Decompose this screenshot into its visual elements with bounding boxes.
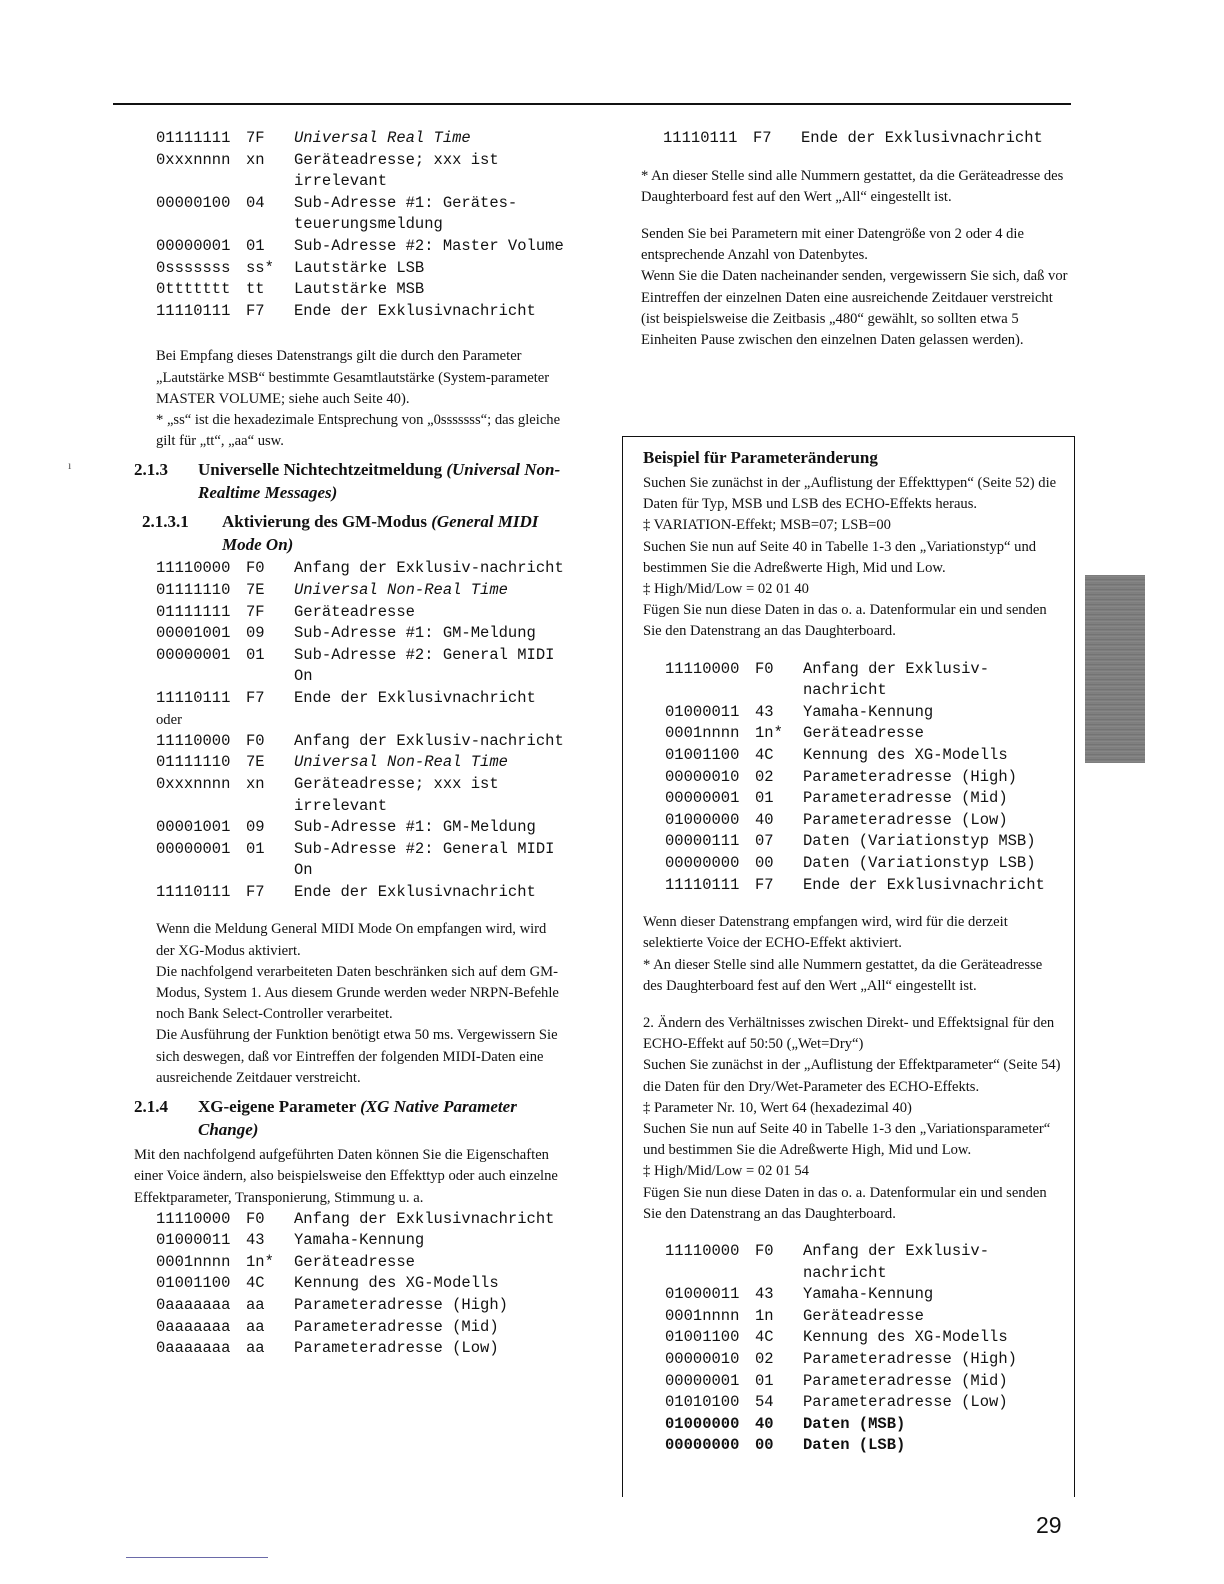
code-bits: 00000001 [665, 1371, 740, 1390]
code-hex: 4C [755, 746, 774, 764]
code-hex: 01 [755, 789, 774, 808]
code-desc: Daten (Variationstyp MSB) [803, 832, 1036, 851]
code-row [156, 774, 566, 817]
code-hex: aa [246, 1317, 265, 1336]
code-desc: Lautstärke MSB [294, 280, 425, 299]
code-bits: 0ttttttt [156, 280, 231, 299]
code-hex: 40 [755, 810, 774, 829]
code-bits: 0xxxnnnn [156, 774, 231, 793]
timing-paragraph: Wenn Sie die Daten nacheinander senden, vergewissern Sie sich, daß vor Eintreffen der einzelnen Daten eine ausreichende Zeitdauer verstreicht (ist beispielsweise die Zeitbasis „480“ gewählt, so sollten etwa 5 Einheiten Pause zwischen den einzelnen Daten gelassen werden). [641, 268, 1068, 349]
code-hex: F7 [246, 882, 265, 901]
code-bits: 00000000 [665, 853, 740, 872]
code-bits: 01000011 [156, 1231, 231, 1250]
code-desc: Yamaha-Kennung [803, 702, 934, 721]
code-desc: Geräteadresse [803, 724, 924, 743]
code-row [665, 1435, 1063, 1457]
right-column [641, 128, 1071, 351]
code-hex: 7E [246, 580, 265, 599]
top-rule [113, 103, 1071, 105]
code-desc: Ende der Exklusivnachricht [803, 875, 1045, 894]
code-row [665, 767, 1063, 789]
code-row [665, 810, 1063, 832]
code-hex: F0 [246, 731, 265, 750]
code-desc: Parameteradresse (Low) [294, 1339, 499, 1358]
code-row [156, 258, 566, 280]
code-row [156, 839, 566, 882]
code-desc: Universal Real Time [294, 129, 471, 147]
code-desc: Parameteradresse (Low) [803, 810, 1008, 829]
code-hex: 01 [246, 839, 265, 858]
code-row [665, 745, 1063, 767]
code-hex: 01 [755, 1371, 774, 1390]
code-desc: Parameteradresse (Mid) [803, 789, 1008, 808]
code-row [665, 788, 1063, 810]
heading-2-1-4: 2.1.4 XG-eigene Parameter (XG Native Parameter Change) [134, 1097, 517, 1140]
code-hex: aa [246, 1339, 265, 1358]
code-desc: Yamaha-Kennung [803, 1285, 934, 1304]
code-bits: 00000010 [665, 1349, 740, 1368]
code-desc: Yamaha-Kennung [294, 1231, 425, 1250]
gm-paragraph-1: Wenn die Meldung General MIDI Mode On empfangen wird, wird der XG-Modus aktiviert. [156, 921, 547, 959]
code-desc: Parameteradresse (Mid) [803, 1371, 1008, 1390]
scan-mark: ı [68, 458, 72, 472]
code-row [156, 193, 566, 236]
code-block-gm-on-1 [134, 558, 566, 709]
code-row [665, 702, 1063, 724]
code-hex: 54 [755, 1393, 774, 1412]
code-row [665, 831, 1063, 853]
code-hex: F7 [246, 301, 265, 320]
code-bits: 00000100 [156, 193, 231, 212]
code-row [156, 1317, 566, 1339]
code-bits: 00000000 [665, 1436, 740, 1455]
code-hex: 1n* [246, 1252, 274, 1271]
code-hex: 4C [246, 1274, 265, 1293]
code-desc: Universal Non-Real Time [294, 753, 508, 772]
code-row [156, 1295, 566, 1317]
code-bits: 01000011 [665, 702, 740, 721]
code-row [156, 1273, 566, 1295]
code-desc: Geräteadresse [294, 1252, 415, 1271]
code-hex: 40 [755, 1414, 774, 1433]
code-row [156, 645, 566, 688]
code-bits: 00001001 [156, 624, 231, 643]
code-bits: 01000000 [665, 810, 740, 829]
code-bits: 11110000 [665, 1242, 740, 1260]
code-bits: 11110111 [156, 688, 231, 707]
code-row [156, 1209, 566, 1231]
code-hex: 02 [755, 1349, 774, 1368]
code-hex: 1n* [755, 724, 783, 743]
example-text-2: Wenn dieser Datenstrang empfangen wird, wird für die derzeit selektierte Voice der ECHO-Effekt aktiviert. * An dieser Stelle sind alle Nummern gestattet, da die Geräteadresse des Daughterboard fest auf den Wert „All“ eingestellt ist. 2. Ändern des Verhältnisses zwischen Direkt- und Effektsignal für den ECHO-Effekt auf 50:50 („Wet=Dry“) Suchen Sie zunächst in der „Auflistung der Effektparameter“ (Seite 54) die Daten für den Dry/Wet-Parameter des ECHO-Effekts. ‡ Parameter Nr. 10, Wert 64 (hexadezimal 40) Suchen Sie nun auf Seite 40 in Tabelle 1-3 den „Variationsparameter“ und bestimmen Sie die Adreßwerte High, Mid und Low. ‡ High/Mid/Low = 02 01 54 Fügen Sie nun diese Daten in das o. a. Datenformular ein und senden Sie den Datenstrang an das Daughterboard. [643, 914, 1061, 1222]
code-desc: Kennung des XG-Modells [294, 1274, 499, 1293]
code-hex: tt [246, 280, 265, 299]
code-desc: Parameteradresse (High) [803, 767, 1017, 786]
all-address-note: * An dieser Stelle sind alle Nummern gestattet, da die Geräteadresse des Daughterboard fest auf den Wert „All“ eingestellt ist. [641, 167, 1064, 205]
code-hex: xn [246, 774, 265, 793]
oder-label: oder [156, 711, 182, 728]
code-bits: 0sssssss [156, 258, 231, 277]
code-hex: 09 [246, 624, 265, 643]
code-bits: 01111110 [156, 753, 231, 772]
code-hex: 1n [755, 1306, 774, 1325]
code-bits: 01010100 [665, 1393, 740, 1412]
code-bits: 01001100 [665, 1328, 740, 1347]
code-block-example-2 [643, 1241, 1063, 1457]
code-bits: 0aaaaaaa [156, 1296, 231, 1315]
code-desc: Anfang der Exklusiv-nachricht [294, 731, 564, 750]
left-column [134, 128, 566, 1360]
code-row [665, 1371, 1063, 1393]
code-hex: 00 [755, 853, 774, 872]
code-hex: 02 [755, 767, 774, 786]
code-desc: Sub-Adresse #1: GM-Meldung [294, 624, 536, 643]
code-bits: 00001001 [156, 818, 231, 837]
master-volume-paragraph: Bei Empfang dieses Datenstrangs gilt die durch den Parameter „Lautstärke MSB“ bestimmte Gesamtlautstärke (System-parameter MASTER VOLUME; siehe auch Seite 40). [156, 348, 550, 407]
code-bits: 00000001 [665, 789, 740, 808]
code-bits: 01001100 [665, 746, 740, 764]
code-desc: Sub-Adresse #1: Gerätes-teuerungsmeldung [294, 193, 518, 234]
code-bits: 11110000 [665, 659, 740, 678]
code-bits: 00000001 [156, 645, 231, 664]
code-bits: 01111111 [156, 602, 231, 621]
code-bits: 11110111 [156, 301, 231, 320]
code-desc: Universal Non-Real Time [294, 580, 508, 599]
code-row [665, 723, 1063, 745]
code-desc: Ende der Exklusivnachricht [294, 301, 536, 320]
code-desc: Sub-Adresse #2: Master Volume [294, 236, 564, 255]
code-bits: 11110000 [156, 731, 231, 750]
code-bits: 01000011 [665, 1285, 740, 1304]
code-bits: 0001nnnn [156, 1252, 231, 1271]
code-row [665, 1241, 1063, 1284]
code-desc: Lautstärke LSB [294, 258, 425, 277]
code-block-gm-on-2 [134, 731, 566, 904]
code-block-xg-param [134, 1209, 566, 1360]
code-hex: xn [246, 150, 265, 169]
example-box [622, 436, 1075, 1497]
code-hex: 04 [246, 193, 265, 212]
code-bits: 0aaaaaaa [156, 1339, 231, 1358]
code-row [156, 128, 566, 150]
code-desc: Daten (LSB) [803, 1436, 906, 1455]
code-row [156, 817, 566, 839]
code-desc: Parameteradresse (High) [803, 1349, 1017, 1368]
bottom-rule [126, 1557, 268, 1558]
code-hex: 01 [246, 645, 265, 664]
code-row [665, 875, 1063, 897]
code-row [156, 150, 566, 193]
code-row [665, 1327, 1063, 1349]
code-desc: Daten (Variationstyp LSB) [803, 853, 1036, 872]
code-bits: 01000000 [665, 1414, 740, 1433]
code-row [156, 1252, 566, 1274]
code-row [156, 279, 566, 301]
code-row [665, 1349, 1063, 1371]
code-row [156, 602, 566, 624]
code-hex: 4C [755, 1328, 774, 1347]
code-row [156, 1338, 566, 1360]
code-desc: Sub-Adresse #2: General MIDI On [294, 839, 555, 880]
code-hex: 09 [246, 818, 265, 837]
code-bits: 11110000 [156, 1209, 231, 1228]
code-hex: aa [246, 1296, 265, 1315]
code-desc: Geräteadresse [803, 1306, 924, 1325]
code-hex: 7F [246, 129, 265, 147]
code-hex: F0 [755, 659, 774, 678]
code-hex: 43 [755, 702, 774, 721]
code-row [156, 580, 566, 602]
code-row [156, 623, 566, 645]
heading-2-1-3-1: 2.1.3.1 Aktivierung des GM-Modus (General MIDI Mode On) [142, 512, 539, 555]
code-hex: ss* [246, 258, 274, 277]
code-bits: 01001100 [156, 1274, 231, 1293]
code-block-example-1 [643, 659, 1063, 897]
code-desc: Anfang der Exklusiv-nachricht [294, 559, 564, 578]
code-hex: F0 [755, 1242, 774, 1260]
code-hex: F7 [246, 688, 265, 707]
code-hex: F7 [755, 875, 774, 894]
code-desc: Parameteradresse (Mid) [294, 1317, 499, 1336]
code-hex: 00 [755, 1436, 774, 1455]
data-size-paragraph: Senden Sie bei Parametern mit einer Datengröße von 2 oder 4 die entsprechende Anzahl von Datenbytes. [641, 226, 1024, 264]
code-row-end: 11110111 F7 Ende der Exklusivnachricht [663, 129, 1043, 147]
code-row [156, 236, 566, 258]
code-row [665, 1392, 1063, 1414]
code-bits: 11110111 [665, 875, 740, 894]
code-row [156, 731, 566, 753]
code-bits: 00000001 [156, 839, 231, 858]
code-desc: Ende der Exklusivnachricht [294, 688, 536, 707]
code-bits: 0xxxnnnn [156, 150, 231, 169]
code-hex: 43 [246, 1231, 265, 1250]
code-bits: 00000001 [156, 236, 231, 255]
code-row [665, 1306, 1063, 1328]
code-desc: Ende der Exklusivnachricht [294, 882, 536, 901]
code-desc: Anfang der Exklusiv-nachricht [803, 1242, 990, 1282]
code-desc: Anfang der Exklusiv-nachricht [803, 659, 990, 700]
code-bits: 00000111 [665, 832, 740, 851]
code-bits: 0aaaaaaa [156, 1317, 231, 1336]
heading-2-1-3: 2.1.3 Universelle Nichtechtzeitmeldung (Universal Non-Realtime Messages) [134, 460, 561, 503]
code-desc: Sub-Adresse #1: GM-Meldung [294, 818, 536, 837]
footnote-ss: * „ss“ ist die hexadezimale Entsprechung von „0sssssss“; das gleiche gilt für „tt“, „aa“ usw. [156, 411, 561, 450]
code-row [665, 659, 1063, 702]
gm-paragraph-3: Die Ausführung der Funktion benötigt etwa 50 ms. Vergewissern Sie sich deswegen, daß vor Eintreffen der folgenden MIDI-Daten eine ausreichende Zeitdauer verstreicht. [156, 1027, 558, 1086]
code-desc: Sub-Adresse #2: General MIDI On [294, 645, 555, 686]
code-bits: 11110111 [156, 882, 231, 901]
code-row [665, 1284, 1063, 1306]
code-hex: F0 [246, 1209, 265, 1228]
code-desc: Daten (MSB) [803, 1414, 906, 1433]
chapter-thumb-tab [1085, 575, 1145, 763]
right-intro-text [641, 166, 1071, 352]
code-hex: 01 [246, 236, 265, 255]
page-number: 29 [1036, 1512, 1062, 1538]
xg-intro-paragraph: Mit den nachfolgend aufgeführten Daten können Sie die Eigenschaften einer Voice ändern, also beispielsweise den Effekttyp oder auch einzelne Effektparameter, Transponierung, Stimmung u. a. [134, 1147, 558, 1206]
example-text-1: Suchen Sie zunächst in der „Auflistung der Effekttypen“ (Seite 52) die Daten für Typ, MSB und LSB des ECHO-Effekts heraus. ‡ VARIATION-Effekt; MSB=07; LSB=00 Suchen Sie nun auf Seite 40 in Tabelle 1-3 den „Variationstyp“ und bestimmen Sie die Adreßwerte High, Mid und Low. ‡ High/Mid/Low = 02 01 40 Fügen Sie nun diese Daten in das o. a. Datenformular ein und senden Sie den Datenstrang an das Daughterboard. [643, 475, 1057, 640]
code-row [156, 688, 566, 710]
code-desc: Geräteadresse; xxx ist irrelevant [294, 150, 499, 191]
code-row [156, 882, 566, 904]
code-hex: 07 [755, 832, 774, 851]
code-desc: Geräteadresse; xxx ist irrelevant [294, 774, 499, 815]
code-desc: Geräteadresse [294, 602, 415, 621]
code-block-master-volume [134, 128, 566, 322]
code-row [665, 1414, 1063, 1436]
code-bits: 0001nnnn [665, 724, 740, 743]
code-desc: Kennung des XG-Modells [803, 1328, 1008, 1347]
code-desc: Parameteradresse (Low) [803, 1393, 1008, 1412]
gm-paragraph-2: Die nachfolgend verarbeiteten Daten beschränken sich auf dem GM-Modus, System 1. Aus diesem Grunde werden weder NRPN-Befehle noch Bank Select-Controller verarbeitet. [156, 963, 559, 1023]
example-title: Beispiel für Parameteränderung [643, 448, 878, 467]
code-row [156, 558, 566, 580]
code-row [665, 853, 1063, 875]
gm-mode-text [134, 919, 566, 1089]
code-row [156, 1230, 566, 1252]
code-desc: Parameteradresse (High) [294, 1296, 508, 1315]
code-hex: 7F [246, 602, 265, 621]
code-hex: F0 [246, 559, 265, 578]
code-row [156, 752, 566, 774]
code-row [156, 301, 566, 323]
intro-text [134, 346, 566, 452]
code-desc: Anfang der Exklusivnachricht [294, 1209, 555, 1228]
code-desc: Kennung des XG-Modells [803, 746, 1008, 764]
code-bits: 01111111 [156, 129, 231, 147]
code-bits: 01111110 [156, 580, 231, 599]
code-bits: 00000010 [665, 767, 740, 786]
code-hex: 43 [755, 1285, 774, 1304]
code-bits: 0001nnnn [665, 1306, 740, 1325]
code-hex: 7E [246, 753, 265, 772]
code-bits: 11110000 [156, 559, 231, 578]
